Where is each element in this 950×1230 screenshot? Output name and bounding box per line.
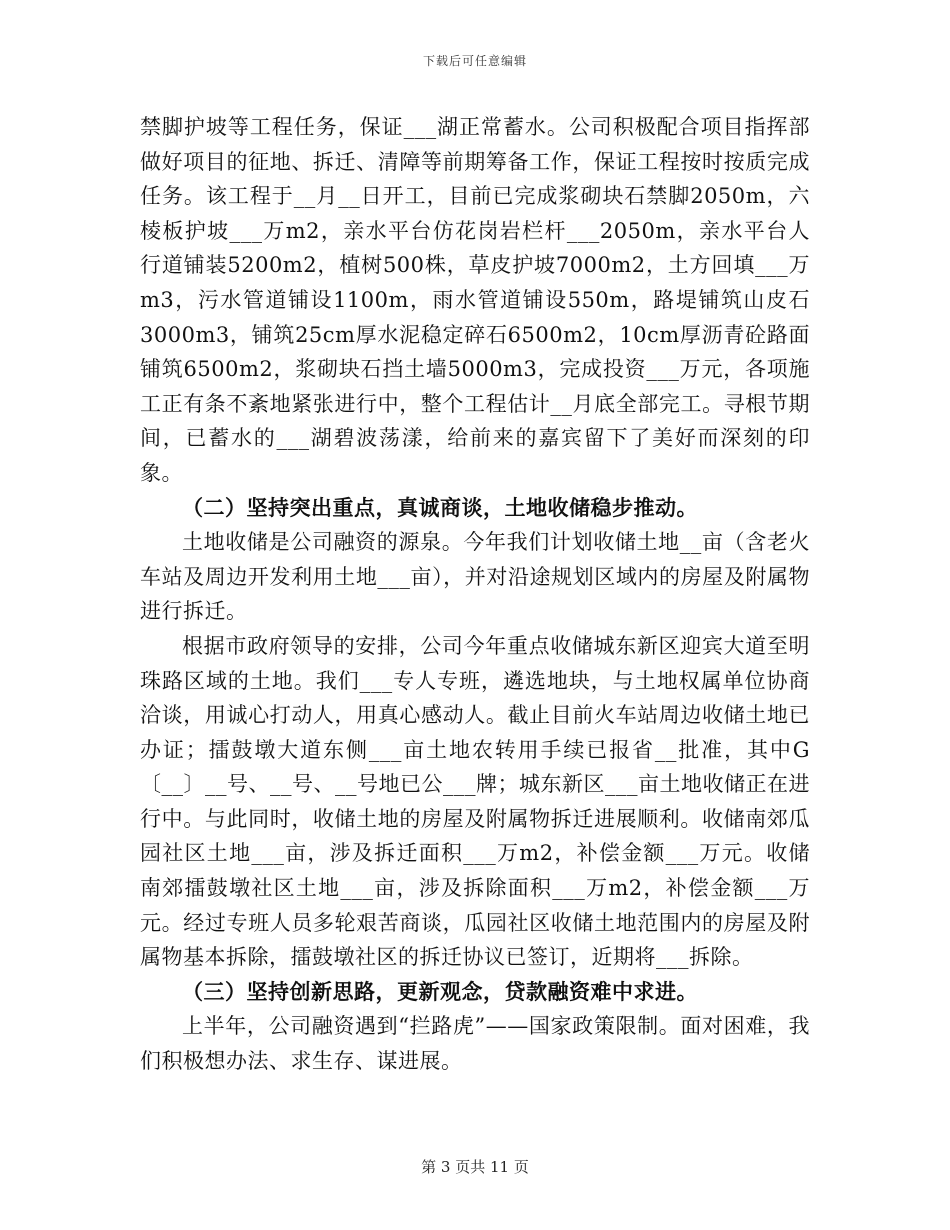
paragraph-financing: 上半年，公司融资遇到“拦路虎”——国家政策限制。面对困难，我们积极想办法、求生存、谋进展。 (140, 1014, 810, 1074)
section-heading-land-reserve: （二）坚持突出重点，真诚商谈，土地收储稳步推动。 (182, 494, 698, 520)
page-number: 第 3 页共 11 页 (421, 1158, 529, 1176)
paragraph-land-reserve-intro: 土地收储是公司融资的源泉。今年我们计划收储土地__亩（含老火车站及周边开发利用土地___亩），并对沿途规划区域内的房屋及附属物进行拆迁。 (140, 530, 810, 624)
paragraph-land-reserve-detail: 根据市政府领导的安排，公司今年重点收储城东新区迎宾大道至明珠路区域的土地。我们___专人专班，遴选地块，与土地权属单位协商洽谈，用诚心打动人，用真心感动人。截止目前火车站周边收储土地已办证；擂鼓墩大道东侧___亩土地农转用手续已报省__批准，其中G〔__〕__号、__号、__号地已公___牌；城东新区___亩土地收储正在进行中。与此同时，收储土地的房屋及附属物拆迁进展顺利。收储南郊瓜园社区土地___亩，涉及拆迁面积___万m2，补偿金额___万元。收储南郊擂鼓墩社区土地___亩，涉及拆除面积___万m2，补偿金额___万元。经过专班人员多轮艰苦商谈，瓜园社区收储土地范围内的房屋及附属物基本拆除，擂鼓墩社区的拆迁协议已签订，近期将___拆除。 (140, 633, 810, 970)
page-header: 下载后可任意编辑 (422, 54, 527, 68)
section-heading-financing: （三）坚持创新思路，更新观念，贷款融资难中求进。 (182, 978, 698, 1004)
document-body (140, 110, 810, 1079)
paragraph-project-progress: 禁脚护坡等工程任务，保证___湖正常蓄水。公司积极配合项目指挥部做好项目的征地、拆迁、清障等前期筹备工作，保证工程按时按质完成任务。该工程于__月__日开工，目前已完成浆砌块石禁脚2050m，六棱板护坡___万m2，亲水平台仿花岗岩栏杆___2050m，亲水平台人行道铺装5200m2，植树500株，草皮护坡7000m2，土方回填___万m3，污水管道铺设1100m，雨水管道铺设550m，路堤铺筑山皮石3000m3，铺筑25cm厚水泥稳定碎石6500m2，10cm厚沥青砼路面铺筑6500m2，浆砌块石挡土墙5000m3，完成投资___万元，各项施工正有条不紊地紧张进行中，整个工程估计__月底全部完工。寻根节期间，已蓄水的___湖碧波荡漾，给前来的嘉宾留下了美好而深刻的印象。 (140, 115, 810, 485)
